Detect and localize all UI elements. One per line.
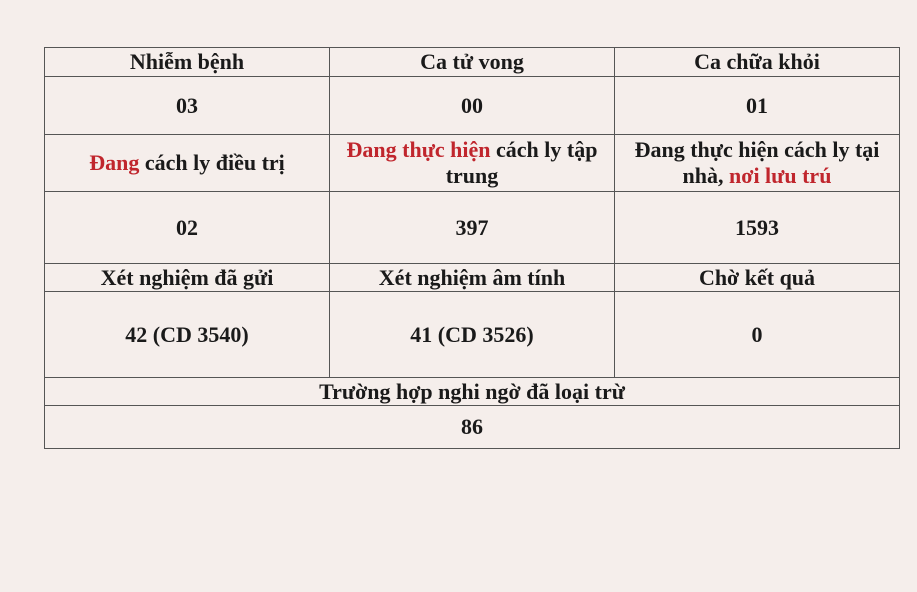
value-row-excluded xyxy=(45,406,900,449)
covid-stats-table xyxy=(44,47,900,449)
home-isolation-highlight: nơi lưu trú xyxy=(729,163,832,188)
tests-sent-label: Xét nghiệm đã gửi xyxy=(45,264,330,292)
treatment-isolation-rest: cách ly điều trị xyxy=(139,150,285,175)
awaiting-results-label: Chờ kết quả xyxy=(615,264,900,292)
recovered-label: Ca chữa khỏi xyxy=(615,48,900,77)
excluded-suspected-value: 86 xyxy=(45,406,900,449)
tests-negative-label: Xét nghiệm âm tính xyxy=(330,264,615,292)
centralized-isolation-rest: cách ly tập trung xyxy=(445,137,598,188)
centralized-isolation-highlight: Đang thực hiện xyxy=(346,137,491,162)
header-row-excluded xyxy=(45,378,900,406)
centralized-isolation-label xyxy=(330,135,615,192)
centralized-isolation-value: 397 xyxy=(330,192,615,264)
header-row-tests xyxy=(45,264,900,292)
home-isolation-value: 1593 xyxy=(615,192,900,264)
tests-negative-value: 41 (CD 3526) xyxy=(330,292,615,378)
home-isolation-prefix: Đang thực hiện cách ly tại nhà, xyxy=(634,137,880,188)
treatment-isolation-value: 02 xyxy=(45,192,330,264)
home-isolation-label xyxy=(615,135,900,192)
recovered-value: 01 xyxy=(615,77,900,135)
tests-sent-value: 42 (CD 3540) xyxy=(45,292,330,378)
infected-label: Nhiễm bệnh xyxy=(45,48,330,77)
infected-value: 03 xyxy=(45,77,330,135)
header-row-isolation xyxy=(45,135,900,192)
treatment-isolation-label xyxy=(45,135,330,192)
treatment-isolation-highlight: Đang xyxy=(89,150,140,175)
deaths-label: Ca tử vong xyxy=(330,48,615,77)
header-row-cases xyxy=(45,48,900,77)
deaths-value: 00 xyxy=(330,77,615,135)
value-row-isolation xyxy=(45,192,900,264)
value-row-tests xyxy=(45,292,900,378)
awaiting-results-value: 0 xyxy=(615,292,900,378)
value-row-cases xyxy=(45,77,900,135)
excluded-suspected-label: Trường hợp nghi ngờ đã loại trừ xyxy=(45,378,900,406)
